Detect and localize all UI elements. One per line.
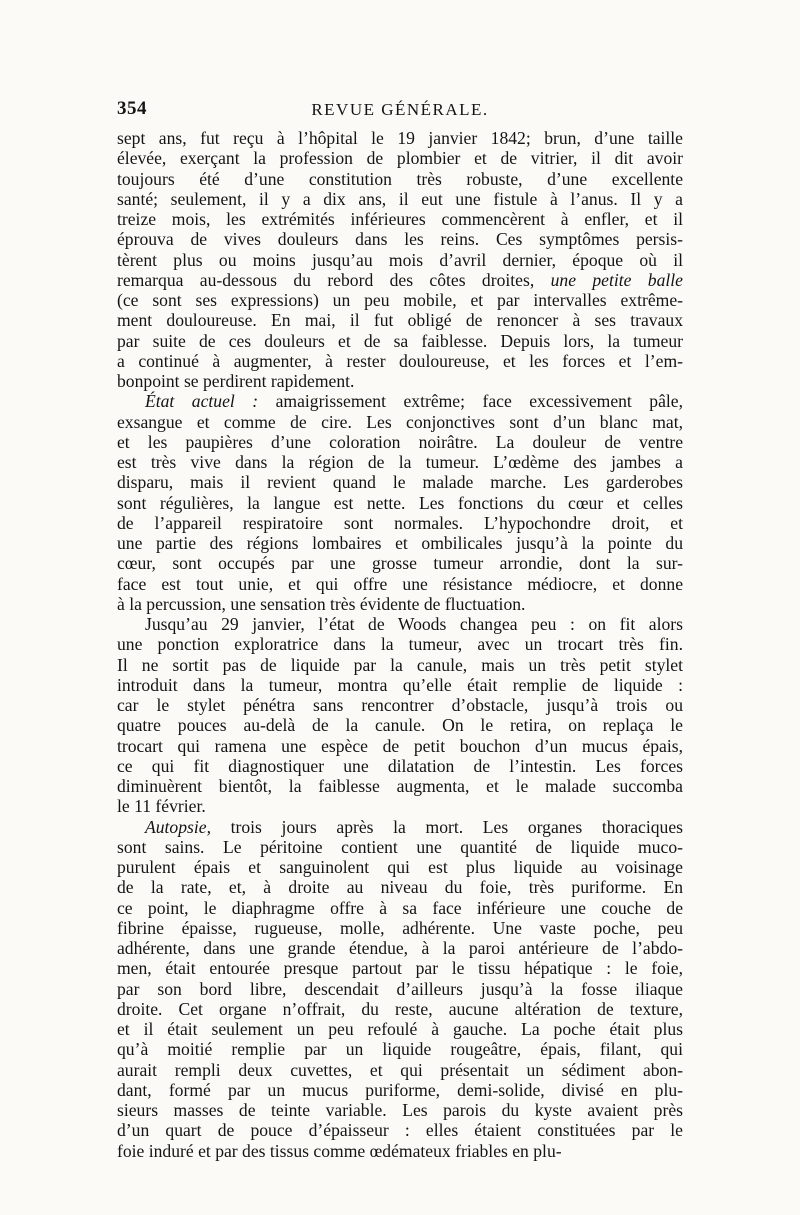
text-line [117,655,683,675]
text-line [117,209,683,229]
text-run: à la percussion, une sensation très évidente de fluctuation. [117,593,526,614]
text-run: est très vive dans la région de la tumeur. L’œdème des jambes a [117,452,683,472]
text-run: treize mois, les extrémités inférieures commencèrent à enfler, et il [117,209,683,229]
text-line [117,776,683,796]
text-line [117,999,683,1019]
text-run: purulent épais et sanguinolent qui est plus liquide au voisinage [117,857,683,877]
text-run: trocart qui ramena une espèce de petit bouchon d’un mucus épais, [117,735,683,756]
text-line [117,857,683,877]
text-line [117,148,683,168]
text-line [117,796,683,816]
text-line [117,1100,683,1120]
text-run: remarqua au-dessous du rebord des côtes droites, [117,269,551,290]
text-run: car le stylet pénétra sans rencontrer d’obstacle, jusqu’à trois ou [117,695,683,715]
text-line [117,634,683,654]
text-line [117,918,683,938]
text-run: sept ans, fut reçu à l’hôpital le 19 janvier 1842; brun, d’une taille [117,128,683,148]
text-run: ce point, le diaphragme offre à sa face inférieure une couche de [117,897,683,918]
text-line [117,432,683,452]
text-run: foie induré et par des tissus comme œdémateux friables en plu- [117,1140,562,1161]
text-run: une partie des régions lombaires et ombilicales jusqu’à la pointe du [117,533,683,553]
text-run: cœur, sont occupés par une grosse tumeur arrondie, dont la sur- [117,553,683,574]
text-line [117,1019,683,1039]
text-line [117,331,683,351]
text-run: par suite de ces douleurs et de sa faiblesse. Depuis lors, la tumeur [117,330,683,351]
running-title: REVUE GÉNÉRALE. [311,100,489,119]
text-line [117,391,683,411]
text-line [117,695,683,715]
text-line [117,979,683,999]
text-line [117,371,683,391]
text-line [117,715,683,735]
text-line [117,1141,683,1161]
text-run: le 11 février. [117,796,206,817]
text-line [117,574,683,594]
text-run: exsangue et comme de cire. Les conjonctives sont d’un blanc mat, [117,411,683,432]
text-run: santé; seulement, il y a dix ans, il eut une fistule à l’anus. Il y a [117,188,683,209]
text-line [117,128,683,148]
text-run: qu’à moitié remplie par un liquide rougeâtre, épais, filant, qui [117,1039,683,1060]
text-run: a continué à augmenter, à rester douloureuse, et les forces et l’em- [117,350,683,371]
page-number: 354 [117,98,147,119]
text-run: d’un quart de pouce d’épaisseur : elles étaient constituées par le [117,1120,683,1141]
text-line [117,614,683,634]
text-line [117,412,683,432]
text-run: fibrine épaisse, rugueuse, molle, adhérente. Une vaste poche, peu [117,917,683,938]
text-line [117,877,683,897]
text-run: par son bord libre, descendait d’ailleurs jusqu’à la fosse iliaque [117,978,683,999]
text-line [117,229,683,249]
text-line [117,594,683,614]
text-run: dant, formé par un mucus puriforme, demi-solide, divisé en plu- [117,1079,683,1100]
text-run: diminuèrent bientôt, la faiblesse augmenta, et le malade succomba [117,776,683,796]
text-line [117,189,683,209]
text-run: face est tout unie, et qui offre une résistance médiocre, et donne [117,573,683,594]
text-line [117,938,683,958]
text-run: élevée, exerçant la profession de plombier et de vitrier, il dit avoir [117,148,683,169]
text-run: Il ne sortit pas de liquide par la canule, mais un très petit stylet [117,654,683,675]
text-run: et les paupières d’une coloration noirâtre. La douleur de ventre [117,431,683,452]
text-run: introduit dans la tumeur, montra qu’elle était remplie de liquide : [117,674,683,695]
text-line [117,472,683,492]
text-line [117,290,683,310]
text-line [117,169,683,189]
text-line [117,756,683,776]
text-run: (ce sont ses expressions) un peu mobile, et par intervalles extrême- [117,290,683,310]
text-run: bonpoint se perdirent rapidement. [117,371,355,391]
text-run: sont régulières, la langue est nette. Les fonctions du cœur et celles [117,492,683,513]
italic-text: une petite balle [550,269,683,290]
text-run: une ponction exploratrice dans la tumeur, avec un trocart très fin. [117,634,683,655]
page-header [117,98,683,124]
text-line [117,1039,683,1059]
text-run: éprouva de vives douleurs dans les reins. Ces symptômes persis- [117,229,683,250]
text-line [117,817,683,837]
text-line [117,351,683,371]
text-run: et il était seulement un peu refoulé à gauche. La poche était plus [117,1019,683,1039]
text-run: quatre pouces au-delà de la canule. On le retira, on replaça le [117,715,683,736]
text-run: de la rate, et, à droite au niveau du foie, très puriforme. En [117,877,683,898]
text-run: de l’appareil respiratoire sont normales. L’hypochondre droit, et [117,512,683,533]
text-run: ment douloureuse. En mai, il fut obligé de renoncer à ses travaux [117,310,683,331]
text-line [117,898,683,918]
text-line [117,736,683,756]
text-line [117,270,683,290]
text-run: sont sains. Le péritoine contient une quantité de liquide muco- [117,836,683,857]
text-line [117,452,683,472]
text-run: aurait rempli deux cuvettes, et qui présentait un sédiment abon- [117,1059,683,1080]
text-line [117,250,683,270]
text-run: adhérente, dans une grande étendue, à la paroi antérieure de l’abdo- [117,938,683,958]
text-run: tèrent plus ou moins jusqu’au mois d’avril dernier, époque où il [117,249,683,270]
text-run: amaigrissement extrême; face excessivement pâle, [258,391,683,412]
text-run: men, était entourée presque partout par le tissu hépatique : le foie, [117,958,683,979]
text-run: Jusqu’au 29 janvier, l’état de Woods changea peu : on fit alors [145,614,683,634]
text-line [117,493,683,513]
body-text [117,128,683,1161]
text-line [117,675,683,695]
text-line [117,553,683,573]
text-line [117,513,683,533]
text-line [117,1120,683,1140]
text-line [117,837,683,857]
text-line [117,310,683,330]
text-line [117,1080,683,1100]
text-line [117,958,683,978]
text-line [117,1060,683,1080]
italic-text: État actuel : [145,391,259,412]
text-run: disparu, mais il revient quand le malade marche. Les garderobes [117,472,683,493]
text-run: trois jours après la mort. Les organes thoraciques [210,816,683,837]
text-run: toujours été d’une constitution très robuste, d’une excellente [117,168,683,189]
text-run: droite. Cet organe n’offrait, du reste, aucune altération de texture, [117,998,683,1019]
text-run: sieurs masses de teinte variable. Les parois du kyste avaient près [117,1100,683,1120]
text-line [117,533,683,553]
text-run: ce qui fit diagnostiquer une dilatation de l’intestin. Les forces [117,755,683,776]
italic-text: Autopsie, [145,816,211,837]
